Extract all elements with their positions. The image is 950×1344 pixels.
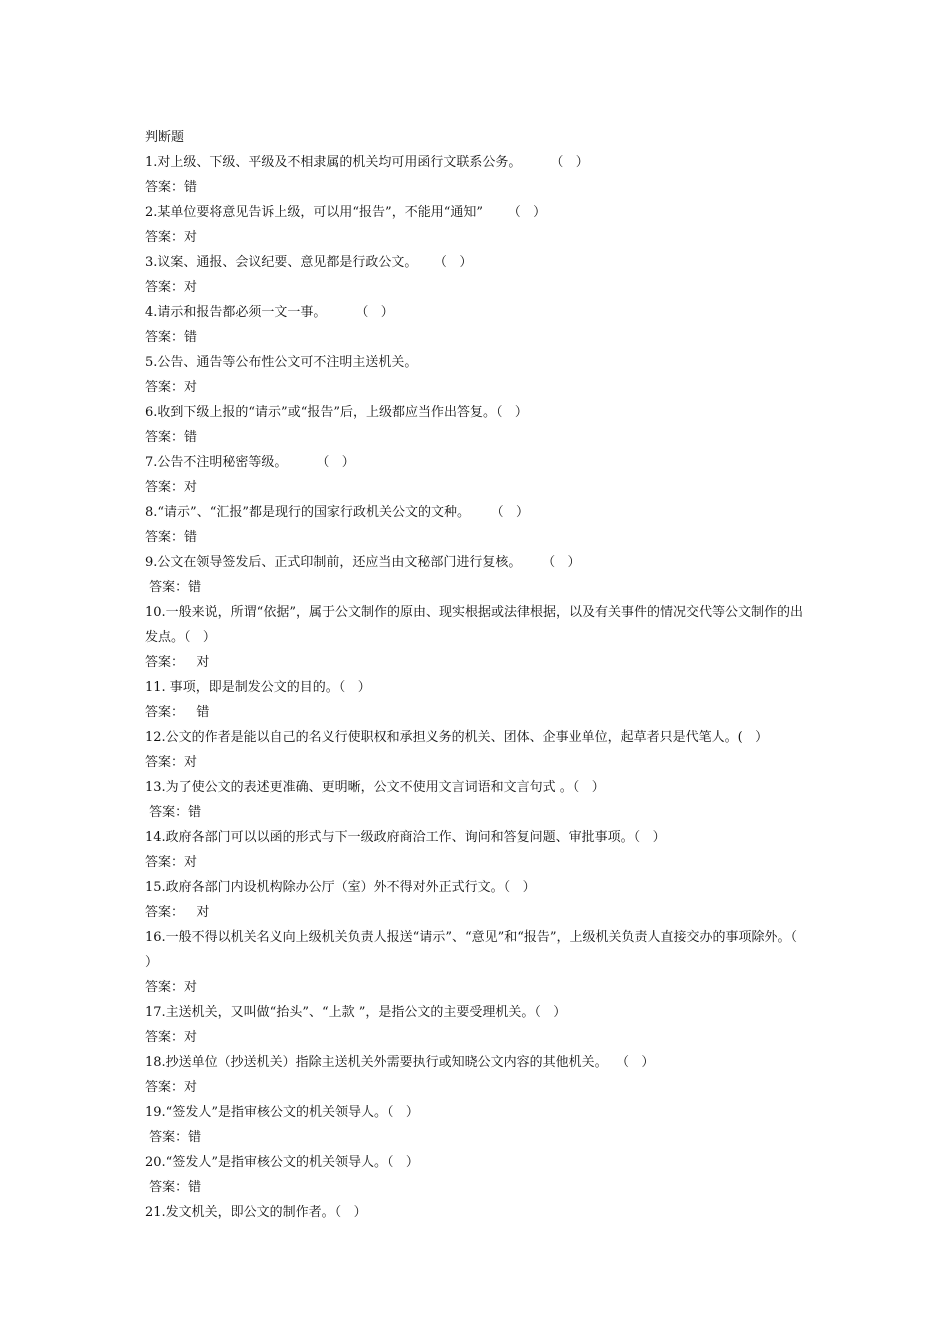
document-page [145, 125, 810, 1225]
question-item [145, 450, 810, 500]
question-text: 6.收到下级上报的“请示”或“报告”后，上级都应当作出答复。（ ） [145, 405, 528, 420]
question-item [145, 1050, 810, 1100]
answer-text: 答案：错 [145, 180, 198, 195]
answer-text: 答案： 对 [145, 905, 210, 920]
question-text: 14.政府各部门可以以函的形式与下一级政府商洽工作、询问和答复问题、审批事项。（ ） [145, 830, 666, 845]
question-text: 10.一般来说，所谓“依据”，属于公文制作的原由、现实根据或法律根据，以及有关事件的情况交代等公文制作的出发点。（ ） [145, 605, 803, 645]
question-item [145, 1100, 810, 1150]
answer-text: 答案：错 [145, 330, 198, 345]
question-item [145, 1150, 810, 1200]
question-item [145, 925, 810, 1000]
question-text: 2.某单位要将意见告诉上级，可以用“报告”，不能用“通知” （ ） [145, 205, 547, 220]
answer-text: 答案： 对 [145, 655, 210, 670]
answer-text: 答案：对 [145, 230, 198, 245]
answer-text: 答案：对 [145, 480, 198, 495]
question-item [145, 600, 810, 675]
question-item [145, 150, 810, 200]
question-item [145, 250, 810, 300]
question-text: 12.公文的作者是能以自己的名义行使职权和承担义务的机关、团体、企事业单位，起草者只是代笔人。( ） [145, 730, 769, 745]
question-text: 13.为了使公文的表述更准确、更明晰，公文不使用文言词语和文言句式 。（ ） [145, 780, 605, 795]
question-item [145, 675, 810, 725]
question-text: 11. 事项，即是制发公文的目的。（ ） [145, 680, 371, 695]
question-item [145, 300, 810, 350]
question-text: 16.一般不得以机关名义向上级机关负责人报送“请示”、“意见”和“报告”，上级机关负责人直接交办的事项除外。（ ） [145, 930, 810, 970]
question-item [145, 550, 810, 600]
answer-text: 答案：错 [145, 430, 198, 445]
question-text: 1.对上级、下级、平级及不相隶属的机关均可用函行文联系公务。 （ ） [145, 155, 589, 170]
question-text: 17.主送机关，又叫做“抬头”、“上款 ”，是指公文的主要受理机关。（ ） [145, 1005, 567, 1020]
question-text: 3.议案、通报、会议纪要、意见都是行政公文。 （ ） [145, 255, 473, 270]
answer-text: 答案：对 [145, 280, 198, 295]
answer-text: 答案： 错 [145, 705, 210, 720]
question-text: 7.公告不注明秘密等级。 （ ） [145, 455, 355, 470]
question-item [145, 1000, 810, 1050]
answer-text: 答案：对 [145, 980, 198, 995]
question-text: 20.“签发人”是指审核公文的机关领导人。（ ） [145, 1155, 419, 1170]
question-item [145, 200, 810, 250]
question-item [145, 775, 810, 825]
answer-text: 答案：错 [145, 805, 202, 820]
question-text: 21.发文机关，即公文的制作者。（ ） [145, 1205, 367, 1220]
answer-text: 答案：错 [145, 530, 198, 545]
question-item [145, 400, 810, 450]
answer-text: 答案：对 [145, 380, 198, 395]
question-text: 18.抄送单位（抄送机关）指除主送机关外需要执行或知晓公文内容的其他机关。 （ ） [145, 1055, 655, 1070]
question-text: 9.公文在领导签发后、正式印制前，还应当由文秘部门进行复核。 （ ） [145, 555, 581, 570]
answer-text: 答案：对 [145, 755, 198, 770]
question-item [145, 875, 810, 925]
question-item [145, 725, 810, 775]
question-item [145, 500, 810, 550]
question-text: 8.“请示”、“汇报”都是现行的国家行政机关公文的文种。 （ ） [145, 505, 530, 520]
answer-text: 答案：错 [145, 580, 202, 595]
question-text: 5.公告、通告等公布性公文可不注明主送机关。 [145, 355, 418, 370]
question-item [145, 1200, 810, 1225]
answer-text: 答案：对 [145, 1030, 198, 1045]
question-item [145, 350, 810, 400]
answer-text: 答案：对 [145, 855, 198, 870]
section-heading: 判断题 [145, 130, 185, 145]
question-item [145, 825, 810, 875]
answer-text: 答案：对 [145, 1080, 198, 1095]
question-text: 15.政府各部门内设机构除办公厅（室）外不得对外正式行文。（ ） [145, 880, 536, 895]
question-text: 19.“签发人”是指审核公文的机关领导人。（ ） [145, 1105, 419, 1120]
answer-text: 答案：错 [145, 1180, 202, 1195]
answer-text: 答案：错 [145, 1130, 202, 1145]
question-text: 4.请示和报告都必须一文一事。 （ ） [145, 305, 394, 320]
